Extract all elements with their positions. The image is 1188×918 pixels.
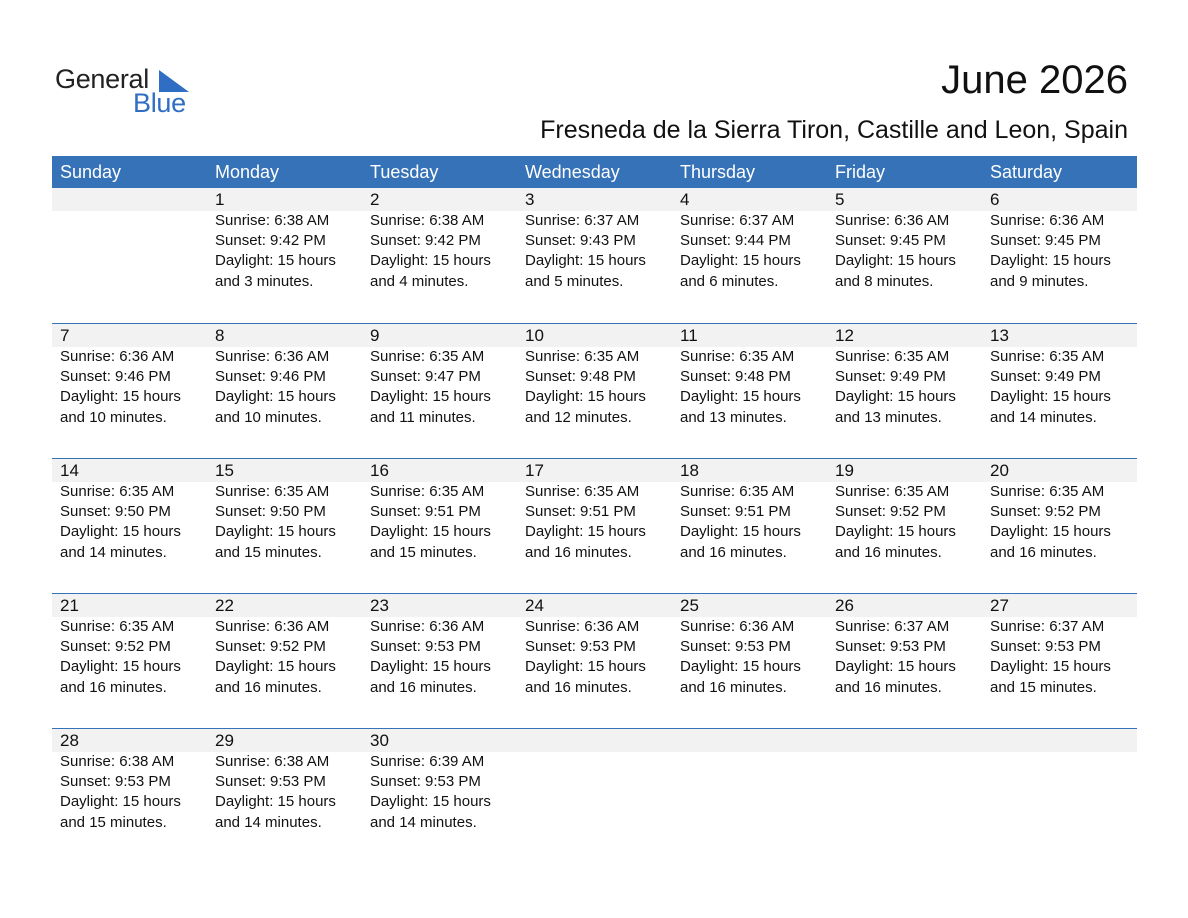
daylight-text: Daylight: 15 hours [525, 252, 646, 270]
day-number-row [52, 729, 1137, 752]
sunrise-text: Sunrise: 6:37 AM [680, 212, 795, 229]
daylight-text: Daylight: 15 hours [215, 388, 336, 406]
daylight-text: and 16 minutes. [525, 543, 632, 561]
sunset-text: Sunset: 9:53 PM [370, 773, 481, 791]
sunset-text: Sunset: 9:45 PM [835, 232, 946, 250]
daylight-text: Daylight: 15 hours [835, 252, 956, 270]
daylight-text: Daylight: 15 hours [60, 388, 181, 406]
day-info-row [52, 617, 1137, 698]
sunset-text: Sunset: 9:52 PM [835, 503, 946, 521]
day-cell [362, 752, 517, 833]
day-number: 30 [370, 731, 389, 750]
sunrise-text: Sunrise: 6:35 AM [370, 348, 485, 365]
daylight-text: Daylight: 15 hours [215, 523, 336, 541]
weekday-header [52, 156, 1137, 188]
weekday-wednesday: Wednesday [525, 162, 620, 182]
day-number: 13 [990, 326, 1009, 345]
day-cell [672, 211, 827, 292]
daylight-text: and 10 minutes. [215, 408, 322, 426]
day-number-row [52, 594, 1137, 617]
sunrise-text: Sunrise: 6:35 AM [525, 483, 640, 500]
day-number: 8 [215, 326, 225, 345]
day-number: 3 [525, 190, 535, 209]
daylight-text: and 16 minutes. [370, 678, 477, 696]
sunrise-text: Sunrise: 6:38 AM [60, 753, 175, 770]
day-number-row [52, 459, 1137, 482]
day-cell [517, 617, 672, 698]
day-cell [982, 347, 1137, 428]
sunset-text: Sunset: 9:50 PM [60, 503, 171, 521]
daylight-text: and 16 minutes. [680, 543, 787, 561]
day-cell [362, 347, 517, 428]
daylight-text: Daylight: 15 hours [680, 523, 801, 541]
logo-word-general: General [55, 64, 149, 94]
day-cell [982, 482, 1137, 563]
daylight-text: and 6 minutes. [680, 272, 779, 290]
empty-day-cell [982, 752, 1137, 833]
day-cell [827, 211, 982, 292]
sunrise-text: Sunrise: 6:35 AM [215, 483, 330, 500]
daylight-text: Daylight: 15 hours [990, 388, 1111, 406]
daylight-text: and 16 minutes. [525, 678, 632, 696]
daylight-text: and 15 minutes. [60, 813, 167, 831]
sunrise-text: Sunrise: 6:36 AM [990, 212, 1105, 229]
empty-day-cell [672, 752, 827, 833]
day-cell [207, 752, 362, 833]
day-info-row [52, 482, 1137, 563]
day-number: 2 [370, 190, 380, 209]
sunrise-text: Sunrise: 6:35 AM [525, 348, 640, 365]
sunrise-text: Sunrise: 6:35 AM [680, 348, 795, 365]
day-number: 9 [370, 326, 380, 345]
day-cell [207, 482, 362, 563]
day-number: 19 [835, 461, 854, 480]
week-row [52, 323, 1137, 458]
day-number [52, 188, 207, 211]
day-cell [362, 211, 517, 292]
sunset-text: Sunset: 9:51 PM [680, 503, 791, 521]
day-number: 27 [990, 596, 1009, 615]
daylight-text: and 5 minutes. [525, 272, 624, 290]
day-cell [207, 211, 362, 292]
daylight-text: Daylight: 15 hours [60, 793, 181, 811]
daylight-text: and 16 minutes. [835, 678, 942, 696]
sunrise-text: Sunrise: 6:38 AM [370, 212, 485, 229]
daylight-text: and 15 minutes. [990, 678, 1097, 696]
sunset-text: Sunset: 9:47 PM [370, 368, 481, 386]
week-row [52, 728, 1137, 863]
day-number: 1 [215, 190, 225, 209]
day-cell [362, 482, 517, 563]
daylight-text: Daylight: 15 hours [215, 658, 336, 676]
day-number [672, 729, 827, 752]
weekday-monday: Monday [215, 162, 280, 182]
sunset-text: Sunset: 9:42 PM [215, 232, 326, 250]
logo [55, 64, 205, 120]
day-number: 15 [215, 461, 234, 480]
calendar-weeks [52, 188, 1137, 863]
day-number: 12 [835, 326, 854, 345]
sunrise-text: Sunrise: 6:36 AM [680, 618, 795, 635]
day-number [517, 729, 672, 752]
day-cell [672, 617, 827, 698]
sunset-text: Sunset: 9:52 PM [990, 503, 1101, 521]
day-cell [982, 211, 1137, 292]
sunset-text: Sunset: 9:50 PM [215, 503, 326, 521]
daylight-text: Daylight: 15 hours [835, 388, 956, 406]
day-number-row [52, 188, 1137, 211]
daylight-text: Daylight: 15 hours [370, 252, 491, 270]
day-number: 10 [525, 326, 544, 345]
daylight-text: and 16 minutes. [680, 678, 787, 696]
daylight-text: Daylight: 15 hours [990, 252, 1111, 270]
day-number: 18 [680, 461, 699, 480]
weekday-friday: Friday [835, 162, 886, 182]
sunset-text: Sunset: 9:46 PM [215, 368, 326, 386]
calendar [52, 156, 1137, 863]
day-info-row [52, 211, 1137, 292]
day-number [827, 729, 982, 752]
daylight-text: and 11 minutes. [370, 408, 476, 426]
daylight-text: and 16 minutes. [835, 543, 942, 561]
sunset-text: Sunset: 9:53 PM [990, 638, 1101, 656]
daylight-text: Daylight: 15 hours [525, 523, 646, 541]
daylight-text: and 14 minutes. [990, 408, 1097, 426]
sunrise-text: Sunrise: 6:38 AM [215, 212, 330, 229]
day-number: 21 [60, 596, 79, 615]
daylight-text: Daylight: 15 hours [370, 658, 491, 676]
daylight-text: and 13 minutes. [680, 408, 787, 426]
daylight-text: and 12 minutes. [525, 408, 632, 426]
sunset-text: Sunset: 9:52 PM [60, 638, 171, 656]
sunset-text: Sunset: 9:53 PM [370, 638, 481, 656]
empty-day-cell [52, 211, 207, 292]
day-number: 11 [680, 326, 698, 345]
day-number: 23 [370, 596, 389, 615]
day-cell [362, 617, 517, 698]
day-info-row [52, 347, 1137, 428]
day-cell [672, 347, 827, 428]
daylight-text: Daylight: 15 hours [680, 388, 801, 406]
daylight-text: Daylight: 15 hours [60, 523, 181, 541]
empty-day-cell [827, 752, 982, 833]
daylight-text: and 16 minutes. [215, 678, 322, 696]
sunrise-text: Sunrise: 6:37 AM [835, 618, 950, 635]
sunset-text: Sunset: 9:44 PM [680, 232, 791, 250]
sunset-text: Sunset: 9:53 PM [835, 638, 946, 656]
day-cell [517, 482, 672, 563]
day-number: 26 [835, 596, 854, 615]
day-number: 17 [525, 461, 544, 480]
daylight-text: and 9 minutes. [990, 272, 1089, 290]
sunrise-text: Sunrise: 6:35 AM [835, 348, 950, 365]
day-cell [517, 211, 672, 292]
daylight-text: Daylight: 15 hours [370, 388, 491, 406]
day-cell [827, 347, 982, 428]
day-cell [517, 347, 672, 428]
daylight-text: and 15 minutes. [370, 543, 477, 561]
sunset-text: Sunset: 9:46 PM [60, 368, 171, 386]
sunrise-text: Sunrise: 6:36 AM [525, 618, 640, 635]
sunset-text: Sunset: 9:48 PM [525, 368, 636, 386]
sunrise-text: Sunrise: 6:36 AM [215, 348, 330, 365]
day-number: 20 [990, 461, 1009, 480]
sunrise-text: Sunrise: 6:35 AM [370, 483, 485, 500]
sunrise-text: Sunrise: 6:36 AM [60, 348, 175, 365]
day-number: 25 [680, 596, 699, 615]
daylight-text: Daylight: 15 hours [680, 252, 801, 270]
daylight-text: Daylight: 15 hours [60, 658, 181, 676]
weekday-thursday: Thursday [680, 162, 756, 182]
daylight-text: and 13 minutes. [835, 408, 942, 426]
sunrise-text: Sunrise: 6:35 AM [60, 618, 175, 635]
day-number [982, 729, 1137, 752]
day-number: 4 [680, 190, 690, 209]
daylight-text: and 10 minutes. [60, 408, 167, 426]
sunset-text: Sunset: 9:53 PM [215, 773, 326, 791]
sunrise-text: Sunrise: 6:35 AM [990, 348, 1105, 365]
sunrise-text: Sunrise: 6:39 AM [370, 753, 485, 770]
sunset-text: Sunset: 9:53 PM [60, 773, 171, 791]
day-number: 28 [60, 731, 79, 750]
daylight-text: Daylight: 15 hours [835, 523, 956, 541]
sunset-text: Sunset: 9:49 PM [990, 368, 1101, 386]
daylight-text: and 14 minutes. [370, 813, 477, 831]
daylight-text: and 14 minutes. [60, 543, 167, 561]
location-subtitle: Fresneda de la Sierra Tiron, Castille and Leon, Spain [540, 116, 1128, 144]
daylight-text: Daylight: 15 hours [680, 658, 801, 676]
week-row [52, 188, 1137, 323]
daylight-text: and 16 minutes. [990, 543, 1097, 561]
weekday-tuesday: Tuesday [370, 162, 439, 182]
empty-day-cell [517, 752, 672, 833]
sunrise-text: Sunrise: 6:36 AM [835, 212, 950, 229]
sunset-text: Sunset: 9:45 PM [990, 232, 1101, 250]
week-row [52, 458, 1137, 593]
sunset-text: Sunset: 9:52 PM [215, 638, 326, 656]
day-number: 16 [370, 461, 389, 480]
day-number: 7 [60, 326, 70, 345]
day-cell [52, 347, 207, 428]
logo-word-blue: Blue [133, 88, 186, 118]
sunrise-text: Sunrise: 6:36 AM [370, 618, 485, 635]
daylight-text: Daylight: 15 hours [215, 793, 336, 811]
daylight-text: Daylight: 15 hours [370, 523, 491, 541]
daylight-text: and 3 minutes. [215, 272, 314, 290]
sunrise-text: Sunrise: 6:35 AM [680, 483, 795, 500]
sunset-text: Sunset: 9:53 PM [680, 638, 791, 656]
sunrise-text: Sunrise: 6:35 AM [835, 483, 950, 500]
day-cell [827, 617, 982, 698]
day-number-row [52, 324, 1137, 347]
sunset-text: Sunset: 9:53 PM [525, 638, 636, 656]
sunrise-text: Sunrise: 6:35 AM [60, 483, 175, 500]
sunset-text: Sunset: 9:43 PM [525, 232, 636, 250]
day-number: 22 [215, 596, 234, 615]
week-row [52, 593, 1137, 728]
day-cell [207, 347, 362, 428]
daylight-text: and 8 minutes. [835, 272, 934, 290]
daylight-text: and 16 minutes. [60, 678, 167, 696]
day-cell [52, 617, 207, 698]
sunrise-text: Sunrise: 6:38 AM [215, 753, 330, 770]
day-number: 5 [835, 190, 845, 209]
daylight-text: Daylight: 15 hours [525, 388, 646, 406]
day-cell [52, 752, 207, 833]
sunset-text: Sunset: 9:51 PM [525, 503, 636, 521]
day-cell [827, 482, 982, 563]
day-number: 6 [990, 190, 1000, 209]
day-number: 14 [60, 461, 79, 480]
sunset-text: Sunset: 9:49 PM [835, 368, 946, 386]
weekday-saturday: Saturday [990, 162, 1063, 182]
sunrise-text: Sunrise: 6:37 AM [990, 618, 1105, 635]
sunrise-text: Sunrise: 6:37 AM [525, 212, 640, 229]
sunrise-text: Sunrise: 6:36 AM [215, 618, 330, 635]
sunset-text: Sunset: 9:51 PM [370, 503, 481, 521]
day-info-row [52, 752, 1137, 833]
daylight-text: Daylight: 15 hours [990, 658, 1111, 676]
daylight-text: and 4 minutes. [370, 272, 469, 290]
day-cell [982, 617, 1137, 698]
daylight-text: Daylight: 15 hours [525, 658, 646, 676]
sunset-text: Sunset: 9:42 PM [370, 232, 481, 250]
day-cell [207, 617, 362, 698]
daylight-text: and 14 minutes. [215, 813, 322, 831]
day-cell [672, 482, 827, 563]
daylight-text: Daylight: 15 hours [835, 658, 956, 676]
daylight-text: Daylight: 15 hours [990, 523, 1111, 541]
weekday-sunday: Sunday [60, 162, 122, 182]
daylight-text: Daylight: 15 hours [370, 793, 491, 811]
day-number: 24 [525, 596, 544, 615]
day-number: 29 [215, 731, 234, 750]
daylight-text: and 15 minutes. [215, 543, 322, 561]
day-cell [52, 482, 207, 563]
sunrise-text: Sunrise: 6:35 AM [990, 483, 1105, 500]
sunset-text: Sunset: 9:48 PM [680, 368, 791, 386]
daylight-text: Daylight: 15 hours [215, 252, 336, 270]
page-title: June 2026 [941, 58, 1128, 102]
